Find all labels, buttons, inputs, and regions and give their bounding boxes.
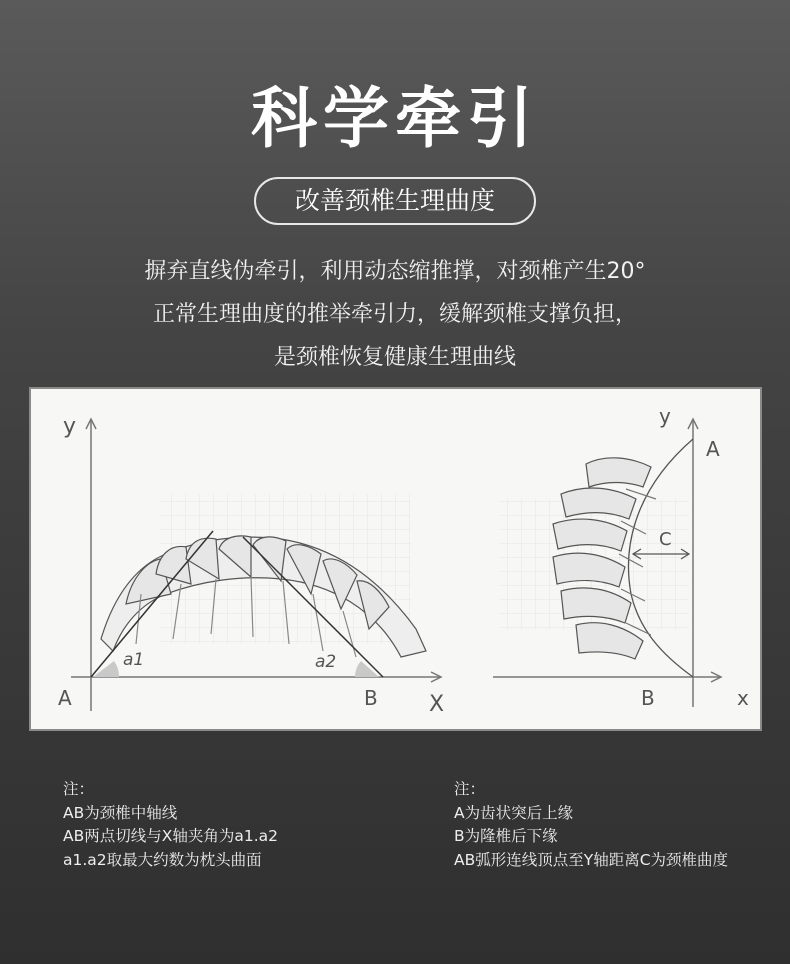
description <box>0 250 790 379</box>
notes-right <box>454 778 728 872</box>
angle-a1-label: a1 <box>123 650 145 670</box>
spine-curvature-illustration <box>29 387 762 731</box>
point-b-label: B <box>641 686 655 710</box>
note-line: A为齿状突后上缘 <box>454 803 574 822</box>
note-heading: 注： <box>454 780 486 798</box>
point-b-label: B <box>364 686 378 710</box>
x-axis-label: X <box>429 692 445 717</box>
description-line: 正常生理曲度的推举牵引力，缓解颈椎支撑负担， <box>152 302 637 327</box>
note-line: AB弧形连线顶点至Y轴距离C为颈椎曲度 <box>454 850 729 869</box>
description-line: 摒弃直线伪牵引，利用动态缩推撑，对颈椎产生20° <box>144 259 646 284</box>
note-line: AB两点切线与X轴夹角为a1.a2 <box>63 827 279 845</box>
page-title: 科学牵引 <box>251 80 539 157</box>
left-diagram <box>58 414 444 717</box>
point-c-label: C <box>659 529 672 550</box>
point-a-label: A <box>58 686 72 710</box>
note-line: B为隆椎后下缘 <box>454 827 558 845</box>
point-a-label: A <box>706 437 720 461</box>
note-heading: 注： <box>63 780 95 798</box>
description-line: 是颈椎恢复健康生理曲线 <box>273 345 516 370</box>
angle-a2-label: a2 <box>315 652 337 672</box>
x-axis-label: x <box>737 686 749 710</box>
notes-left <box>63 778 278 872</box>
subtitle-badge: 改善颈椎生理曲度 <box>254 177 536 225</box>
right-diagram <box>493 404 749 710</box>
note-line: AB为颈椎中轴线 <box>63 803 178 822</box>
y-axis-label: y <box>659 404 671 428</box>
note-line: a1.a2取最大约数为枕头曲面 <box>63 850 262 869</box>
y-axis-label: y <box>63 414 77 439</box>
